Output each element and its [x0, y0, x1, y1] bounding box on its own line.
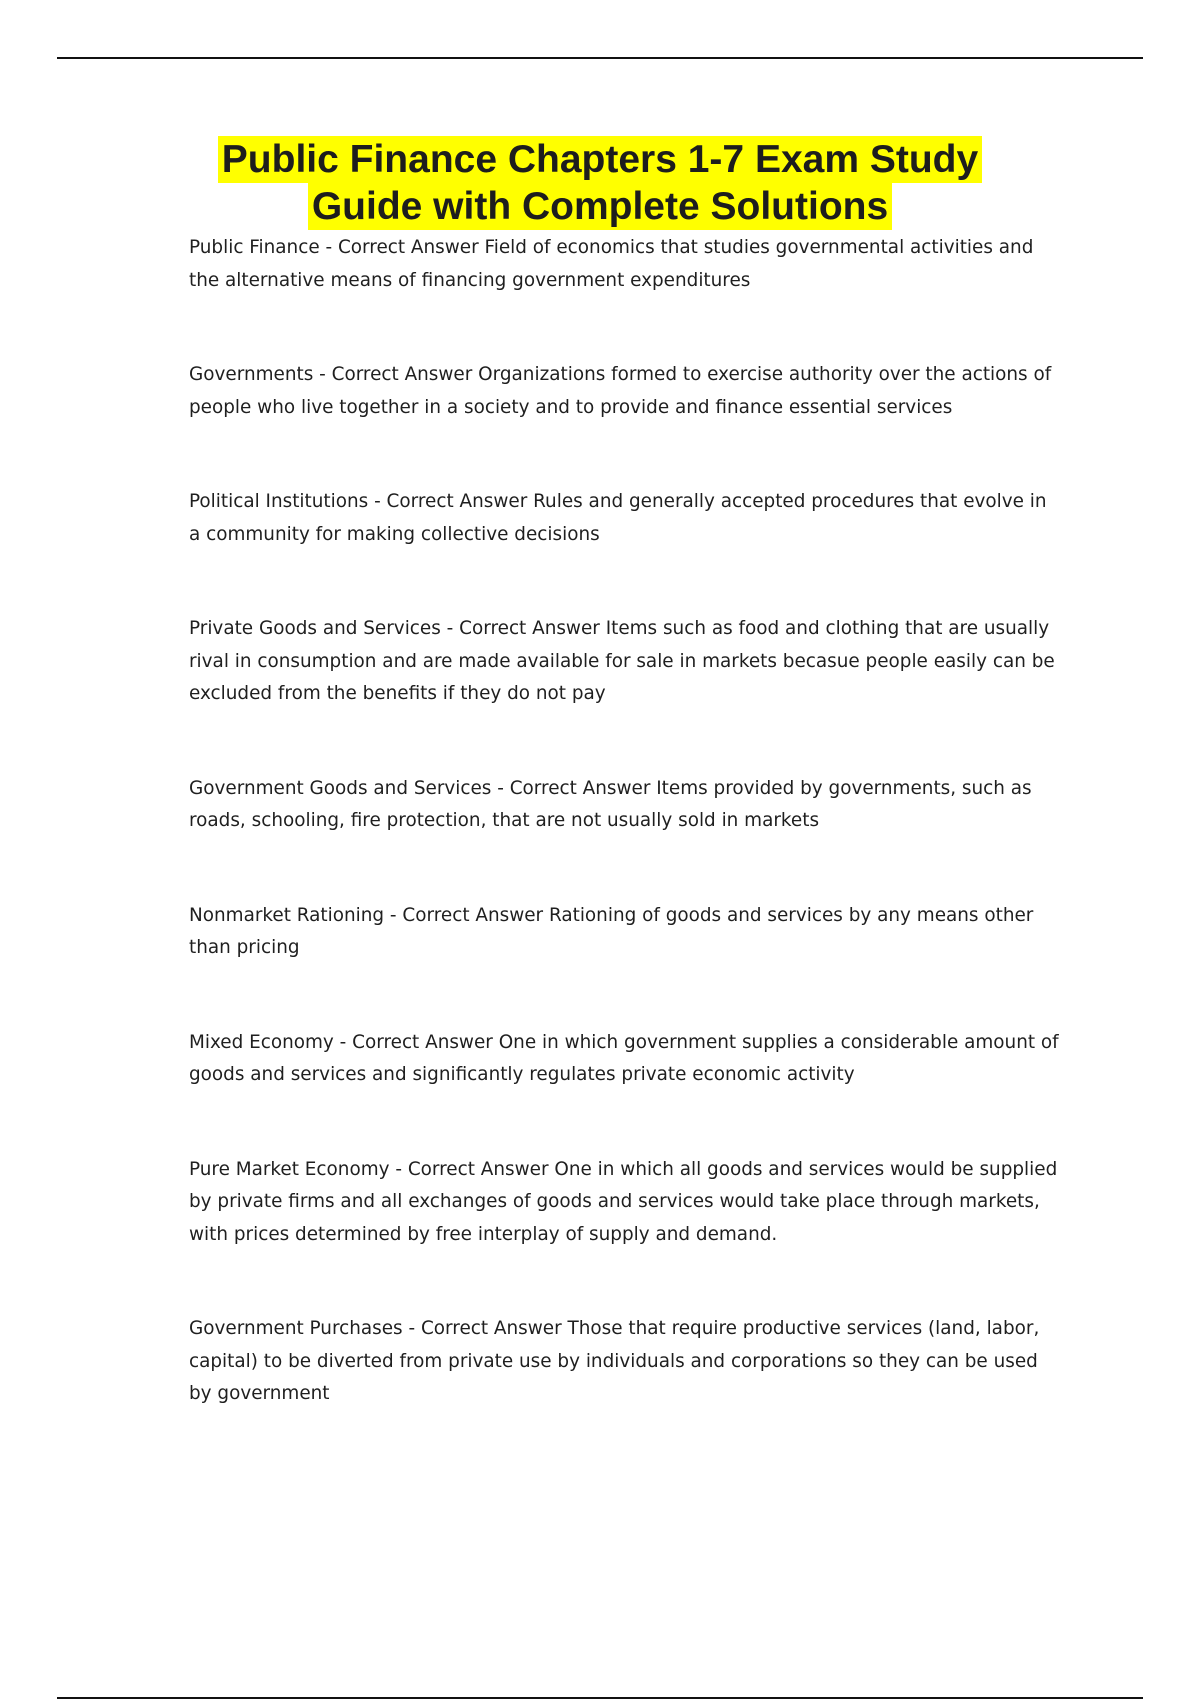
top-divider — [57, 57, 1143, 59]
title-line-1: Public Finance Chapters 1-7 Exam Study — [218, 136, 982, 183]
entry-pure-market-economy: Pure Market Economy - Correct Answer One in which all goods and services would be supplied by private firms and all exchanges of goods and services would take place through markets, with prices determined by free interplay of supply and demand. — [189, 1158, 1058, 1245]
entry-political-institutions: Political Institutions - Correct Answer Rules and generally accepted procedures that evolve in a community for making collective decisions — [189, 491, 1047, 545]
document-title — [0, 136, 1200, 230]
entry-government-goods: Government Goods and Services - Correct Answer Items provided by governments, such as roads, schooling, fire protection, that are not usually sold in markets — [189, 777, 1032, 831]
entry-governments: Governments - Correct Answer Organizations formed to exercise authority over the actions of people who live together in a society and to provide and finance essential services — [189, 364, 1052, 418]
entry-mixed-economy: Mixed Economy - Correct Answer One in which government supplies a considerable amount of goods and services and significantly regulates private economic activity — [189, 1031, 1059, 1085]
entry-government-purchases: Government Purchases - Correct Answer Those that require productive services (land, labor, capital) to be diverted from private use by individuals and corporations so they can be used by government — [189, 1318, 1040, 1404]
entry-public-finance: Public Finance - Correct Answer Field of economics that studies governmental activities and the alternative means of financing government expenditures — [189, 237, 1034, 291]
entry-private-goods: Private Goods and Services - Correct Answer Items such as food and clothing that are usually rival in consumption and are made available for sale in markets becasue people easily can be excluded from the benefits if they do not pay — [189, 618, 1055, 704]
title-line-2: Guide with Complete Solutions — [308, 183, 892, 230]
bottom-divider — [57, 1697, 1143, 1699]
entry-list — [189, 232, 1059, 1411]
entry-nonmarket-rationing: Nonmarket Rationing - Correct Answer Rationing of goods and services by any means other than pricing — [189, 904, 1034, 958]
